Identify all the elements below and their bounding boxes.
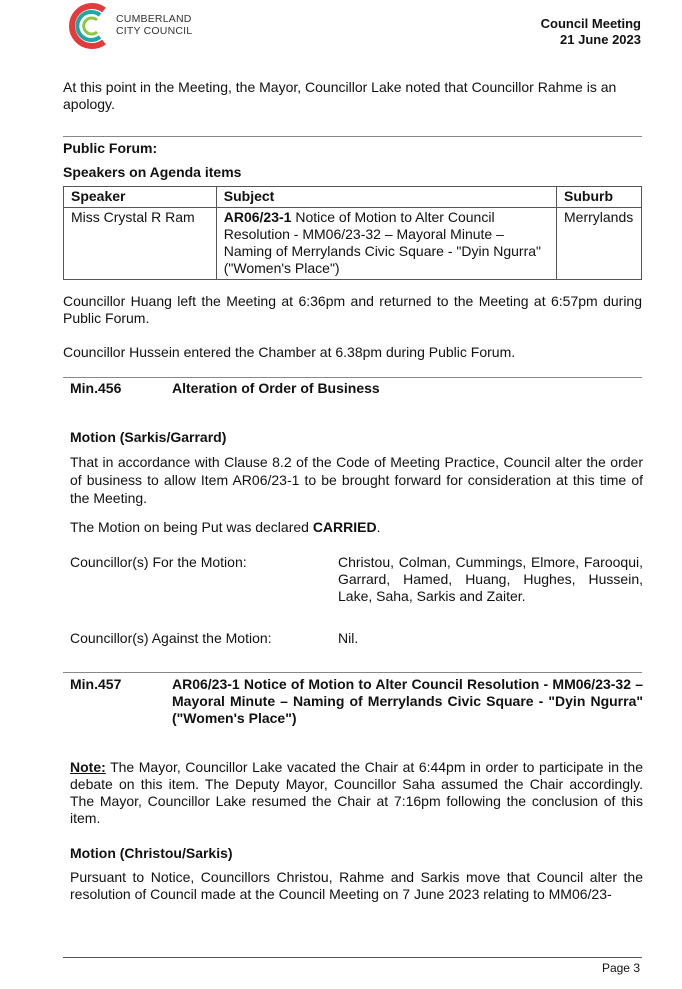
for-motion-value: Christou, Colman, Cummings, Elmore, Farooqui, Garrard, Hamed, Huang, Hughes, Hussein, Lake, Saha, Sarkis and Zaiter. — [338, 554, 643, 604]
council-logo-icon — [64, 0, 116, 52]
column-header-subject: Subject — [216, 187, 556, 208]
hussein-note: Councillor Hussein entered the Chamber at 6.38pm during Public Forum. — [63, 344, 516, 360]
intro-paragraph: At this point in the Meeting, the Mayor, Councillor Lake noted that Councillor Rahme is an apology. — [63, 79, 617, 112]
public-forum-heading: Public Forum: — [63, 140, 158, 156]
min-456-motion-heading: Motion (Sarkis/Garrard) — [70, 429, 227, 445]
result-suffix: . — [376, 519, 381, 535]
speakers-table — [63, 186, 642, 280]
min-457-title: AR06/23-1 Notice of Motion to Alter Council Resolution - MM06/23-32 – Mayoral Minute – Naming of Merrylands Civic Square - "Dyin Ngurra" ("Women's Place") — [172, 676, 643, 726]
suburb-cell: Merrylands — [557, 208, 642, 280]
min-457-motion-text: Pursuant to Notice, Councillors Christou, Rahme and Sarkis move that Council alter the resolution of Council made at the Council Meeting on 7 June 2023 relating to MM06/23- — [70, 869, 643, 902]
meeting-date: 21 June 2023 — [560, 32, 641, 47]
against-motion-label: Councillor(s) Against the Motion: — [70, 630, 272, 646]
speakers-subheading: Speakers on Agenda items — [63, 164, 242, 180]
column-header-suburb: Suburb — [557, 187, 642, 208]
huang-note: Councillor Huang left the Meeting at 6:36pm and returned to the Meeting at 6:57pm during Public Forum. — [63, 293, 642, 326]
min-456-result — [70, 519, 643, 536]
council-name-line2: CITY COUNCIL — [116, 25, 193, 37]
note-text: The Mayor, Councillor Lake vacated the Chair at 6:44pm in order to participate in the debate on this item. The Deputy Mayor, Councillor Saha assumed the Chair accordingly. The Mayor, Councillor Lake resumed the Chair at 7:16pm following the conclusion of this item. — [70, 759, 643, 826]
section-divider — [63, 377, 642, 378]
speaker-cell: Miss Crystal R Ram — [64, 208, 217, 280]
council-name-line1: CUMBERLAND — [116, 13, 192, 25]
min-456-title: Alteration of Order of Business — [172, 380, 380, 396]
note-label: Note: — [70, 759, 106, 775]
section-divider — [63, 672, 642, 673]
meeting-header — [541, 16, 641, 48]
council-name — [116, 13, 192, 37]
table-row — [64, 208, 642, 280]
min-457-motion-heading: Motion (Christou/Sarkis) — [70, 845, 233, 861]
against-motion-value: Nil. — [338, 630, 359, 646]
table-header-row — [64, 187, 642, 208]
subject-text: Notice of Motion to Alter Council Resolution - MM06/23-32 – Mayoral Minute – Naming of Merrylands Civic Square - "Dyin Ngurra" ("Women's Place") — [223, 209, 542, 276]
min-457-number: Min.457 — [70, 676, 122, 692]
column-header-speaker: Speaker — [64, 187, 217, 208]
footer-divider — [63, 957, 642, 958]
subject-ref: AR06/23-1 — [223, 209, 292, 225]
min-456-motion-text: That in accordance with Clause 8.2 of the Code of Meeting Practice, Council alter the order of business to allow Item AR06/23-1 to be brought forward for consideration at this time of the Meeting. — [70, 454, 643, 506]
result-prefix: The Motion on being Put was declared — [70, 519, 313, 535]
page-number: Page 3 — [601, 961, 640, 975]
section-divider — [63, 136, 642, 137]
min-456-number: Min.456 — [70, 380, 122, 396]
subject-cell — [216, 208, 556, 280]
for-motion-label: Councillor(s) For the Motion: — [70, 554, 247, 570]
meeting-title: Council Meeting — [540, 16, 641, 31]
result-carried: CARRIED — [312, 519, 377, 535]
min-457-note — [70, 759, 643, 827]
